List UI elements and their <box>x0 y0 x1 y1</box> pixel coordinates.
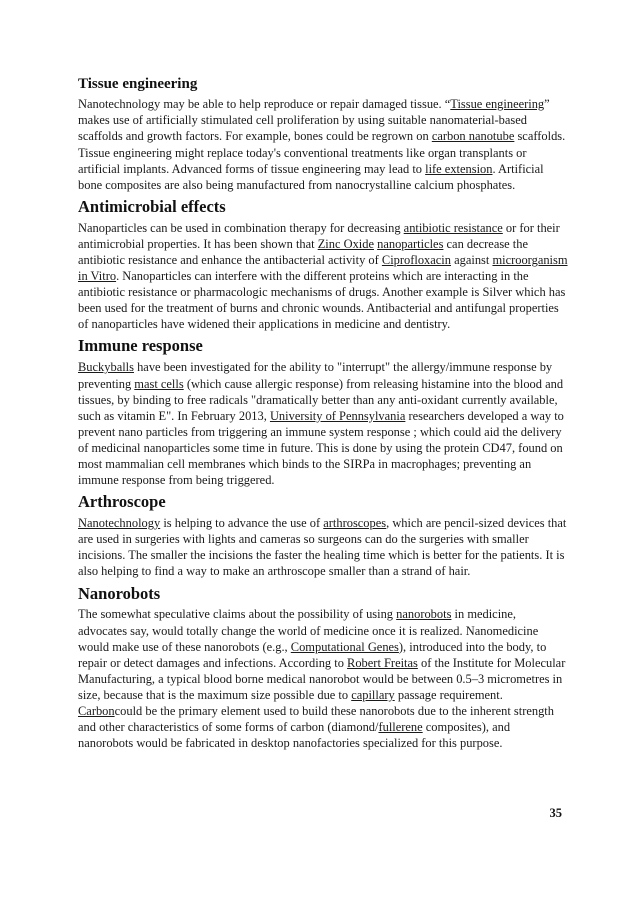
body-text: ” makes use of artificially stimulated cell proliferation by using suitable nanomaterial-based scaffolds and growth factors. For example, bones could be regrown on <box>78 97 550 144</box>
body-text: against <box>451 252 493 267</box>
body-text: . Nanoparticles can interfere with the different proteins which are interacting in the antibiotic resistance or pharmacologic mechanisms of drugs. Another example is Silver which has been used for the treatment of burns and chronic wounds. Antibacterial and antifungal properties of nanoparticles have widened their applications in medicine and dentistry. <box>78 269 566 332</box>
section-immune-response <box>78 337 568 488</box>
body-text: have been investigated for the ability to "interrupt" the allergy/immune response by preventing <box>78 360 553 391</box>
body-text: or for their antimicrobial properties. It has been shown that <box>78 220 560 251</box>
section-tissue-engineering <box>78 76 568 193</box>
section-body <box>78 515 568 579</box>
text-link[interactable]: life extension <box>425 161 493 176</box>
page-number: 35 <box>549 806 562 820</box>
text-link[interactable]: Robert Freitas <box>347 655 418 670</box>
body-text: of the Institute for Molecular Manufacturing, a typical blood borne medical nanorobot would be between 0.5–3 micrometres in size, because that is the maximum size possible due to <box>78 655 566 702</box>
body-text: passage requirement. <box>394 687 503 702</box>
section-heading: Arthroscope <box>78 492 166 512</box>
text-link[interactable]: in Vitro <box>78 269 117 284</box>
section-heading: Antimicrobial effects <box>78 196 226 216</box>
body-text: Nanoparticles can be used in combination therapy for decreasing <box>78 220 404 235</box>
text-link[interactable]: microorganism <box>492 252 568 267</box>
section-body <box>78 606 568 751</box>
text-link[interactable]: mast cells <box>134 376 184 391</box>
body-text: is helping to advance the use of <box>160 516 324 531</box>
section-heading: Tissue engineering <box>78 76 198 92</box>
section-body <box>78 359 568 488</box>
body-text: ), introduced into the body, to repair or detect damages and infections. According to <box>78 639 547 670</box>
text-link[interactable]: carbon nanotube <box>431 129 515 144</box>
text-link[interactable]: University of Pennsylvania <box>269 408 406 423</box>
text-link[interactable]: Ciprofloxacin <box>381 252 451 267</box>
text-link[interactable]: nanorobots <box>396 607 452 622</box>
section-heading: Immune response <box>78 336 203 356</box>
body-text: composites), and nanorobots would be fabricated in desktop nanofactories specialized for this purpose. <box>78 720 511 751</box>
text-link[interactable]: Nanotechnology <box>78 516 161 531</box>
body-text: (which cause allergic response) from releasing histamine into the blood and tissues, by binding to free radicals "dramatically better than any anti-oxidant currently available, such as vitamin E". In February 2013, <box>78 376 564 423</box>
section-nanorobots <box>78 585 568 752</box>
section-body <box>78 96 568 193</box>
text-link[interactable]: antibiotic resistance <box>403 220 503 235</box>
body-text: . Artificial bone composites are also being manufactured from nanocrystalline calcium phosphates. <box>78 161 544 192</box>
body-text: scaffolds. Tissue engineering might replace today's conventional treatments like organ transplants or artificial implants. Advanced forms of tissue engineering may lead to <box>78 129 566 176</box>
body-text: researchers developed a way to prevent nano particles from triggering an immune system response ; which could aid the delivery of medicinal nanoparticles some time in future. This is done by using the protein CD47, found on most mammalian cell membranes which binds to the SIRPa in macrophages; preventing an immune response from being triggered. <box>78 408 564 488</box>
text-link[interactable]: nanoparticles <box>377 236 444 251</box>
body-text: could be the primary element used to build these nanorobots due to the inherent strength and other characteristics of some forms of carbon (diamond/ <box>78 704 554 735</box>
section-body <box>78 220 568 333</box>
text-link[interactable]: arthroscopes <box>323 516 387 531</box>
body-text: in medicine, advocates say, would totally change the world of medicine once it is realized. Nanomedicine would make use of these nanorobots (e.g., <box>78 607 539 654</box>
body-text: Nanotechnology may be able to help reproduce or repair damaged tissue. “ <box>78 97 451 112</box>
text-link[interactable]: Buckyballs <box>78 360 134 375</box>
section-heading: Nanorobots <box>78 583 161 603</box>
body-text: can decrease the antibiotic resistance and enhance the antibacterial activity of <box>78 236 529 267</box>
text-link[interactable]: Carbon <box>78 704 115 719</box>
section-antimicrobial-effects <box>78 198 568 333</box>
section-arthroscope <box>78 493 568 579</box>
text-link[interactable]: fullerene <box>378 720 423 735</box>
body-text: , which are pencil-sized devices that are used in surgeries with lights and cameras so surgeons can do the surgeries with smaller incisions. The smaller the incisions the faster the healing time which is better for the patients. It is also helping to find a way to make an arthroscope smaller than a strand of hair. <box>78 516 567 579</box>
text-link[interactable]: capillary <box>351 687 395 702</box>
body-text: The somewhat speculative claims about the possibility of using <box>78 607 397 622</box>
text-link[interactable]: Tissue engineering <box>450 97 545 112</box>
text-link[interactable]: Computational Genes <box>290 639 399 654</box>
page-content <box>78 76 568 756</box>
text-link[interactable]: Zinc Oxide <box>317 236 374 251</box>
